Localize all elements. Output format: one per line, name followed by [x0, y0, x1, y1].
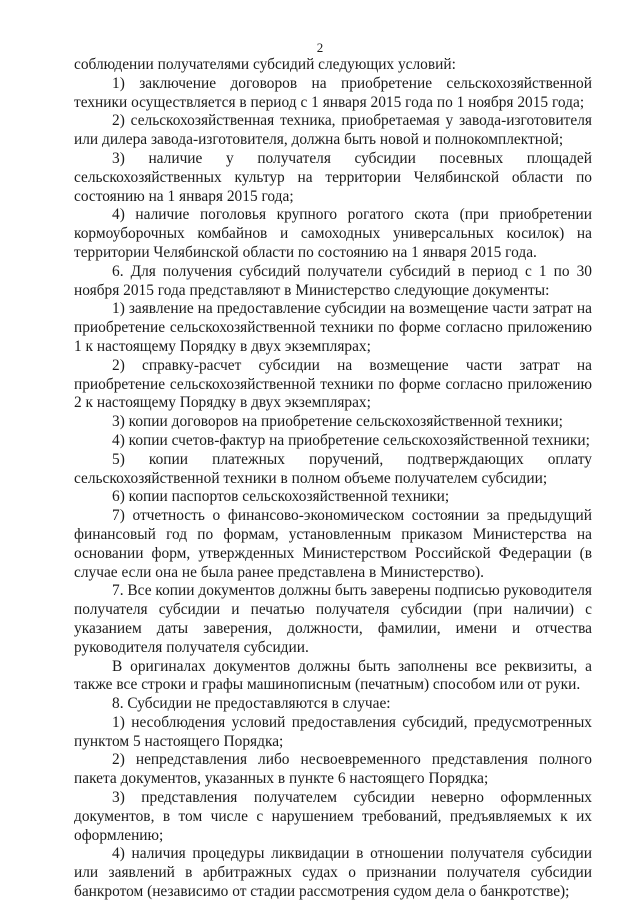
paragraph-refusal-2: 2) непредставления либо несвоевременного представления полного пакета документов, указанных в пункте 6 настоящего Порядка; [74, 751, 592, 788]
paragraph-document-2: 2) справку-расчет субсидии на возмещение части затрат на приобретение сельскохозяйственной техники по форме согласно приложению 2 к настоящему Порядку в двух экземплярах; [74, 356, 592, 412]
paragraph-refusal-4: 4) наличия процедуры ликвидации в отношении получателя субсидии или заявлений в арбитражных судах о признании получателя субсидии банкротом (независимо от стадии рассмотрения судом дела о банкротстве); [74, 845, 592, 901]
paragraph-refusal-3: 3) представления получателем субсидии неверно оформленных документов, в том числе с нарушением требований, предъявляемых к их оформлению; [74, 789, 592, 844]
paragraph-conditions-intro: соблюдении получателями субсидий следующих условий: [74, 56, 456, 73]
page-number: 2 [316, 40, 324, 55]
paragraph-document-3: 3) копии договоров на приобретение сельскохозяйственной техники; [112, 413, 563, 431]
document-body [74, 56, 592, 902]
paragraph-document-5: 5) копии платежных поручений, подтверждающих оплату сельскохозяйственной техники в полном объеме получателем субсидии; [74, 450, 592, 487]
paragraph-document-4: 4) копии счетов-фактур на приобретение сельскохозяйственной техники; [112, 431, 590, 449]
paragraph-condition-1: 1) заключение договоров на приобретение сельскохозяйственной техники осуществляется в период с 1 января 2015 года по 1 ноября 2015 года; [74, 74, 592, 111]
paragraph-refusal-1: 1) несоблюдения условий предоставления субсидий, предусмотренных пунктом 5 настоящего Порядка; [74, 713, 592, 750]
paragraph-section-8: 8. Субсидии не предоставляются в случае: [112, 695, 391, 713]
paragraph-condition-3: 3) наличие у получателя субсидии посевных площадей сельскохозяйственных культур на территории Челябинской области по состоянию на 1 января 2015 года; [74, 149, 592, 205]
paragraph-document-6: 6) копии паспортов сельскохозяйственной техники; [112, 488, 450, 506]
paragraph-section-7: 7. Все копии документов должны быть заверены подписью руководителя получателя субсидии и печатью получателя субсидии (при наличии) с указанием даты заверения, должности, фамилии, имени и отчества руководителя получателя субсидии. [74, 582, 592, 656]
paragraph-document-7: 7) отчетность о финансово-экономическом состоянии за предыдущий финансовый год по формам, установленным приказом Министерства на основании форм, утвержденных Министерством Российской Федерации (в случае если она не была ранее представлена в Министерство). [74, 507, 592, 581]
paragraph-section-6: 6. Для получения субсидий получатели субсидий в период с 1 по 30 ноября 2015 года представляют в Министерство следующие документы: [74, 262, 592, 299]
paragraph-document-1: 1) заявление на предоставление субсидии на возмещение части затрат на приобретение сельскохозяйственной техники по форме согласно приложению 1 к настоящему Порядку в двух экземплярах; [74, 300, 592, 355]
paragraph-originals-note: В оригиналах документов должны быть заполнены все реквизиты, а также все строки и графы машинописным (печатным) способом или от руки. [74, 657, 592, 694]
paragraph-condition-2: 2) сельскохозяйственная техника, приобретаемая у завода-изготовителя или дилера завода-изготовителя, должна быть новой и полнокомплектной; [74, 112, 592, 149]
paragraph-condition-4: 4) наличие поголовья крупного рогатого скота (при приобретении кормоуборочных комбайнов и самоходных универсальных косилок) на территории Челябинской области по состоянию на 1 января 2015 года. [74, 206, 592, 261]
